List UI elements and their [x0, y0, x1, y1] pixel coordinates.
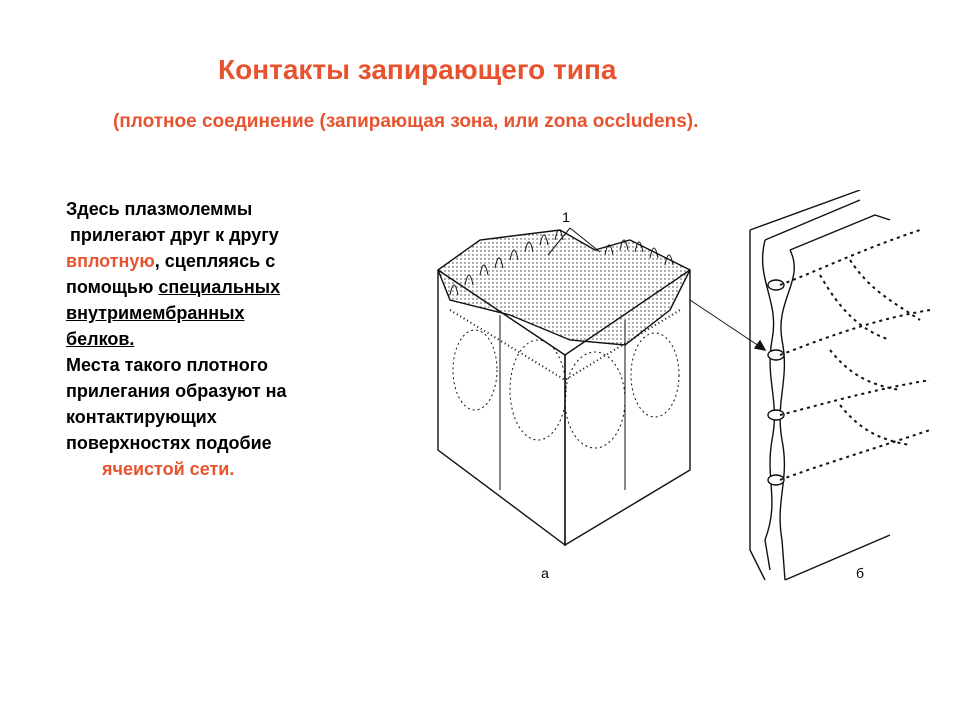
slide-subtitle: (плотное соединение (запирающая зона, или zona occludens). [113, 111, 699, 132]
highlight-text: ячеистой сети. [102, 459, 235, 479]
body-fragment: , сцепляясь с [154, 251, 276, 271]
figure-svg [420, 190, 950, 590]
body-fragment: помощью [66, 277, 159, 297]
underlined-text: специальных [158, 277, 281, 297]
underlined-text: внутримембранных [66, 303, 245, 323]
highlight-text: вплотную [66, 251, 155, 271]
body-line [66, 274, 386, 300]
body-line: прилегания образуют на [66, 381, 287, 401]
body-text [66, 196, 386, 482]
body-line [66, 326, 386, 352]
label-a: а [541, 565, 549, 581]
label-1: 1 [562, 209, 570, 225]
body-line: контактирующих [66, 407, 217, 427]
body-line [66, 248, 386, 274]
figure-a-cells [438, 228, 765, 545]
body-line: Здесь плазмолеммы [66, 199, 253, 219]
body-line: поверхностях подобие [66, 433, 272, 453]
figure-b-membranes [750, 190, 930, 580]
body-line: Места такого плотного [66, 355, 269, 375]
label-b: б [855, 565, 865, 581]
body-line [66, 300, 386, 326]
tight-junction-figure [420, 190, 950, 595]
slide-title: Контакты запирающего типа [218, 54, 617, 85]
body-line: прилегают друг к другу [70, 225, 279, 245]
underlined-text: белков. [66, 329, 135, 349]
